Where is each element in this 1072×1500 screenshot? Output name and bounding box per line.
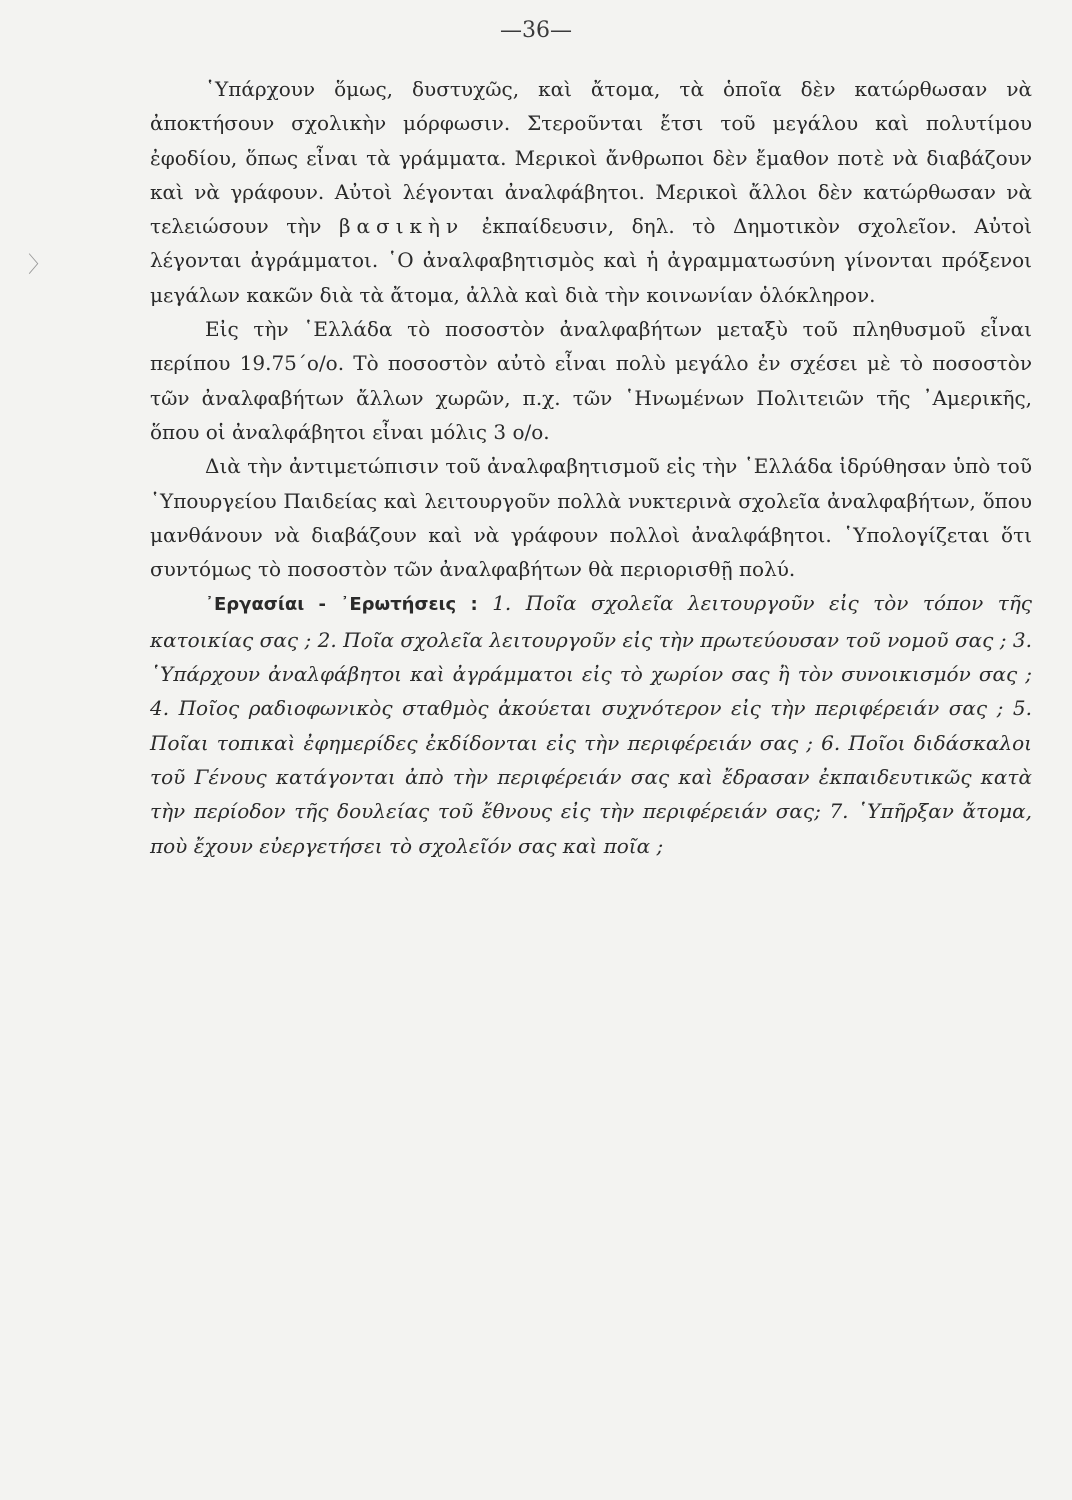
page-number: —36— — [500, 18, 572, 43]
exercises-section — [150, 586, 1032, 862]
exercises-heading: ᾿Εργασίαι - ᾿Ερωτήσεις : — [205, 594, 478, 616]
page-body — [150, 72, 1032, 863]
paragraph-illiteracy-rate: Εἰς τὴν ῾Ελλάδα τὸ ποσοστὸν ἀναλφαβήτων μεταξὺ τοῦ πληθυσμοῦ εἶναι περίπου 19.75΄ο/ο. Τὸ ποσοστὸν αὐτὸ εἶναι πολὺ μεγάλο ἐν σχέσει μὲ τὸ ποσοστὸν τῶν ἀναλφαβήτων ἄλλων χωρῶν, π.χ. τῶν ῾Ηνωμένων Πολιτειῶν τῆς ᾿Αμερικῆς, ὅπου οἱ ἀναλφάβητοι εἶναι μόλις 3 ο/ο. — [150, 317, 1032, 444]
exercises-questions: 1. Ποῖα σχολεῖα λειτουργοῦν εἰς τὸν τόπον τῆς κατοικίας σας ; 2. Ποῖα σχολεῖα λειτουργοῦν εἰς τὴν πρωτεύουσαν τοῦ νομοῦ σας ; 3. ῾Υπάρχουν ἀναλφάβητοι καὶ ἀγράμματοι εἰς τὸ χωρίον σας ἢ τὸν συνοικισμόν σας ; 4. Ποῖος ραδιοφωνικὸς σταθμὸς ἀκούεται συχνότερον εἰς τὴν περιφέρειάν σας ; 5. Ποῖαι τοπικαὶ ἐφημερίδες ἐκδίδονται εἰς τὴν περιφέρειάν σας ; 6. Ποῖοι διδάσκαλοι τοῦ Γένους κατάγονται ἀπὸ τὴν περιφέρειάν σας καὶ ἔδρασαν ἐκπαιδευτικῶς κατὰ τὴν περίοδον τῆς δουλείας τοῦ ἔθνους εἰς τὴν περιφέρειάν σας; 7. ῾Υπῆρξαν ἄτομα, ποὺ ἔχουν εὐεργετήσει τὸ σχολεῖόν σας καὶ ποῖα ; — [150, 591, 1033, 858]
paragraph-1-text-start: ῾Υπάρχουν ὅμως, δυστυχῶς, καὶ ἄτομα, τὰ ὁποῖα δὲν κατώρθωσαν νὰ ἀποκτήσουν σχολικὴν μόρφωσιν. Στεροῦνται ἔτσι τοῦ μεγάλου καὶ πολυτίμου ἐφοδίου, ὅπως εἶναι τὰ γράμματα. Μερικοὶ ἄνθρωποι δὲν ἔμαθον ποτὲ νὰ διαβάζουν καὶ νὰ γράφουν. Αὐτοὶ λέγονται ἀναλφάβητοι. Μερικοὶ ἄλλοι δὲν κατώρθωσαν νὰ τελειώσουν τὴν — [150, 77, 1032, 239]
paragraph-night-schools: Διὰ τὴν ἀντιμετώπισιν τοῦ ἀναλφαβητισμοῦ εἰς τὴν ῾Ελλάδα ἱδρύθησαν ὑπὸ τοῦ ῾Υπουργείου Παιδείας καὶ λειτουργοῦν πολλὰ νυκτερινὰ σχολεῖα ἀναλφαβήτων, ὅπου μανθάνουν νὰ διαβάζουν καὶ νὰ γράφουν πολλοὶ ἀναλφάβητοι. ῾Υπολογίζεται ὅτι συντόμως τὸ ποσοστὸν τῶν ἀναλφαβήτων θὰ περιορισθῇ πολύ. — [150, 454, 1032, 582]
paragraph-illiteracy-intro — [150, 72, 1032, 312]
paragraph-1-text-end: ἐκπαίδευσιν, δηλ. τὸ Δημοτικὸν σχολεῖον. Αὐτοὶ λέγονται ἀγράμματοι. ῾Ο ἀναλφαβητισμὸς καὶ ἡ ἀγραμματωσύνη γίνονται πρόξενοι μεγάλων κακῶν διὰ τὰ ἄτομα, ἀλλὰ καὶ διὰ τὴν κοινωνίαν ὁλόκληρον. — [150, 214, 1032, 307]
paragraph-1-spaced-word: βασικὴν — [338, 214, 465, 239]
margin-bracket-mark: 〉 — [28, 253, 51, 278]
